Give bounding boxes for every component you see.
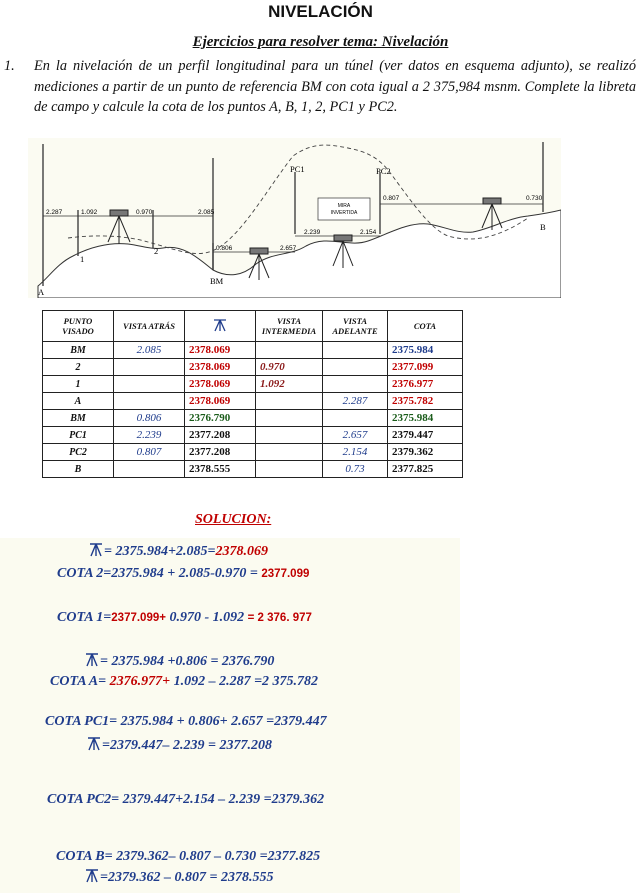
section-subtitle: Ejercicios para resolver tema: Nivelación: [192, 34, 449, 50]
reading-1092: 1.092: [81, 209, 98, 216]
solution-panel: [0, 538, 460, 893]
cell-inter: [256, 444, 323, 461]
label-A: A: [38, 287, 45, 297]
cell-adelante: [323, 359, 388, 376]
cell-adelante: 2.657: [323, 427, 388, 444]
cell-atras: 0.806: [114, 410, 185, 427]
cell-hi: 2378.069: [185, 393, 256, 410]
col-cota: COTA: [388, 311, 463, 342]
solution-line-2: COTA 2=2375.984 + 2.085-0.970 = 2377.099: [57, 566, 310, 581]
solution-line-9: COTA B= 2379.362– 0.807 – 0.730 =2377.825: [56, 849, 321, 864]
cell-cota: 2375.782: [388, 393, 463, 410]
problem-text: En la nivelación de un perfil longitudinal para un túnel (ver datos en esquema adjunto), se realizó mediciones a partir de un punto de referencia BM con cota igual a 2 375,984 msnm. Complete la libreta de campo y calcule la cota de los puntos A, B, 1, 2, PC1 y PC2.: [34, 58, 636, 115]
reading-2657: 2.657: [280, 245, 297, 252]
solution-line-10: =2379.362 – 0.807 = 2378.555: [84, 868, 273, 886]
instrument-icon: [86, 736, 102, 751]
field-book-table: [42, 310, 463, 478]
cell-inter: 0.970: [256, 359, 323, 376]
label-1: 1: [80, 254, 85, 264]
cell-inter: [256, 342, 323, 359]
cell-cota: 2377.825: [388, 461, 463, 478]
cell-atras: 2.085: [114, 342, 185, 359]
instrument-icon: [88, 542, 104, 557]
cell-hi: 2378.555: [185, 461, 256, 478]
cell-adelante: 2.154: [323, 444, 388, 461]
cell-punto: 1: [43, 376, 114, 393]
cell-hi: 2377.208: [185, 427, 256, 444]
cell-inter: [256, 410, 323, 427]
solution-line-6: COTA PC1= 2375.984 + 0.806+ 2.657 =2379.447: [45, 714, 327, 729]
cell-adelante: 2.287: [323, 393, 388, 410]
solution-line-1: = 2375.984+2.085=2378.069: [88, 542, 268, 560]
col-vista-adelante: VISTA ADELANTE: [323, 311, 388, 342]
cell-punto: BM: [43, 410, 114, 427]
col-vista-intermedia: VISTA INTERMEDIA: [256, 311, 323, 342]
page-title: NIVELACIÓN: [268, 2, 373, 21]
cell-cota: 2377.099: [388, 359, 463, 376]
cell-punto: PC2: [43, 444, 114, 461]
table-row: [43, 461, 463, 478]
cell-hi: 2378.069: [185, 376, 256, 393]
table-row: [43, 444, 463, 461]
reading-0807: 0.807: [383, 195, 400, 202]
table-row: [43, 342, 463, 359]
reading-2287: 2.287: [46, 209, 63, 216]
table-row: [43, 359, 463, 376]
cell-atras: 0.807: [114, 444, 185, 461]
cell-atras: [114, 359, 185, 376]
label-B: B: [540, 222, 546, 232]
cell-hi: 2377.208: [185, 444, 256, 461]
cell-punto: B: [43, 461, 114, 478]
reading-2154: 2.154: [360, 229, 377, 236]
cell-atras: [114, 376, 185, 393]
label-2: 2: [154, 246, 159, 256]
cell-adelante: [323, 410, 388, 427]
cell-atras: [114, 393, 185, 410]
field-book-panel: [28, 306, 468, 503]
solution-line-5: COTA A= 2376.977+ 1.092 – 2.287 =2 375.782: [50, 674, 319, 689]
cell-punto: BM: [43, 342, 114, 359]
table-row: [43, 410, 463, 427]
reading-0970: 0.970: [136, 209, 153, 216]
cell-adelante: [323, 342, 388, 359]
cell-punto: 2: [43, 359, 114, 376]
col-vista-atras: VISTA ATRÁS: [114, 311, 185, 342]
cell-adelante: [323, 376, 388, 393]
solution-line-7: =2379.447– 2.239 = 2377.208: [86, 736, 272, 754]
table-header-row: [43, 311, 463, 342]
cell-inter: [256, 461, 323, 478]
mira-label: MIRA: [337, 203, 351, 209]
cell-punto: PC1: [43, 427, 114, 444]
solution-line-3: COTA 1=2377.099+ 0.970 - 1.092 = 2 376. 977: [57, 610, 312, 625]
label-PC2: PC2: [376, 166, 391, 176]
instrument-icon: [84, 652, 100, 667]
label-PC1: PC1: [290, 164, 305, 174]
table-row: [43, 376, 463, 393]
cell-atras: [114, 461, 185, 478]
solution-line-4: = 2375.984 +0.806 = 2376.790: [84, 652, 274, 670]
table-row: [43, 393, 463, 410]
cell-hi: 2376.790: [185, 410, 256, 427]
instrument-icon: [212, 318, 228, 332]
invertida-label: INVERTIDA: [330, 210, 358, 216]
cell-cota: 2375.984: [388, 342, 463, 359]
cell-cota: 2379.447: [388, 427, 463, 444]
reading-0730: 0.730: [526, 195, 543, 202]
cell-atras: 2.239: [114, 427, 185, 444]
cell-punto: A: [43, 393, 114, 410]
cell-inter: [256, 393, 323, 410]
problem-statement: [4, 56, 636, 118]
reading-2085: 2.085: [198, 209, 215, 216]
cell-cota: 2375.984: [388, 410, 463, 427]
reading-2239: 2.239: [304, 229, 321, 236]
mira-invertida-box: [318, 198, 370, 220]
solution-line-8: COTA PC2= 2379.447+2.154 – 2.239 =2379.362: [47, 792, 325, 807]
solution-heading: SOLUCION:: [195, 512, 272, 527]
col-instrument-height: [185, 311, 256, 342]
cell-inter: [256, 427, 323, 444]
cell-hi: 2378.069: [185, 342, 256, 359]
cell-hi: 2378.069: [185, 359, 256, 376]
table-row: [43, 427, 463, 444]
cell-cota: 2379.362: [388, 444, 463, 461]
cell-adelante: 0.73: [323, 461, 388, 478]
problem-number: 1.: [4, 58, 15, 74]
col-punto-visado: PUNTO VISADO: [43, 311, 114, 342]
instrument-icon: [84, 868, 100, 883]
profile-diagram: [28, 138, 561, 298]
level-instrument-1: [108, 210, 130, 244]
cell-cota: 2376.977: [388, 376, 463, 393]
cell-inter: 1.092: [256, 376, 323, 393]
label-BM: BM: [210, 276, 224, 286]
reading-0806: 0.806: [216, 245, 233, 252]
